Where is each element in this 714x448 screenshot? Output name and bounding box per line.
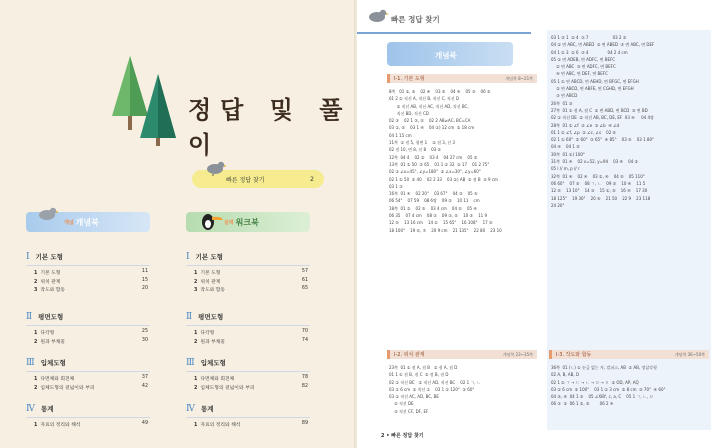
item-title: 다면체와 회전체 — [40, 377, 75, 382]
item-page: 89 — [301, 421, 308, 426]
answer-line: 13쪽 01 ① 50 ② 65 01 1 ① 32 ② 17 01 2 75° — [389, 161, 490, 167]
book1-tag: 개념 — [64, 219, 74, 226]
answer-line: 32쪽 01 ④ 02 ④ 03 ①, ④ 04 ⑤ 05 110° — [551, 173, 645, 179]
item-page: 82 — [301, 383, 308, 389]
toc-section — [186, 252, 223, 262]
section-number: Ⅳ — [26, 404, 35, 414]
section-title: 통계 — [41, 405, 54, 413]
answer-line: ② 면 ABC ③ 면 ADFC, 면 BEFC — [551, 64, 616, 70]
bird-icon — [204, 160, 226, 176]
item-number: 2 — [34, 279, 38, 285]
answer-line: 02 ① 직선 DE ② 직선 AB, BC, DE, EF 03 ④ 04 4쌍 — [551, 115, 654, 121]
toc-section — [26, 404, 54, 414]
item-page: 20 — [141, 286, 148, 291]
answer-line: 02 ① 직선 BC ② 직선 AD, 직선 BC 02 1 ㄱ, ㄴ — [389, 379, 481, 385]
item-title: 다각형 — [40, 331, 55, 336]
answer-line: 05 ① 면 ADEB, 면 ADFC, 면 BEFC — [551, 56, 616, 62]
item-title: 위치 관계 — [200, 279, 221, 285]
answer-line: 28쪽 01 ① ∠f ② ∠e ③ ∠b ④ ∠d — [551, 122, 620, 128]
section-rule — [26, 265, 150, 266]
answer-line: 18쪽 01 ② 02 ⑤ 03 4 cm 04 ⑤ 05 ④ — [389, 205, 477, 211]
toc-section — [186, 312, 223, 322]
toc-section — [186, 404, 214, 414]
section-title: 입체도형 — [40, 359, 66, 367]
item-number: 3 — [194, 288, 198, 293]
item-page: 70 — [301, 329, 308, 334]
book-header — [387, 42, 513, 66]
toc-item[interactable] — [34, 329, 148, 336]
answer-line: ③ 면 ABCD — [551, 93, 578, 99]
section-title: 평면도형 — [198, 313, 224, 321]
toc-item[interactable] — [194, 375, 308, 382]
section-title: 기본 도형 — [35, 253, 63, 261]
answer-line: 12 ⑤ 13 10° 14 ③ 15 ①, ⑤ 16 ④ 17 30 — [551, 188, 648, 194]
section-number: Ⅲ — [26, 358, 35, 368]
section-rule — [26, 325, 150, 326]
section-title: 입체도형 — [200, 359, 226, 367]
toucan-icon — [198, 208, 224, 232]
book-label: 개념북 — [435, 51, 457, 60]
quick-answer-title: 빠른 정답 찾기 — [391, 15, 440, 24]
answer-line: 01 1 ① 점 B, 점 C ② 점 B, 점 D — [389, 372, 449, 378]
answer-line: 27쪽 01 ① 점 A, 점 C ② 면 ABD, 면 BCD ③ 면 BD — [551, 107, 648, 113]
toc-item[interactable] — [34, 286, 148, 293]
section-title: 통계 — [201, 405, 214, 413]
item-number: 1 — [34, 331, 38, 336]
book2-name: 워크북 — [235, 217, 259, 227]
quick-page: 2 — [310, 175, 314, 183]
item-number: 1 — [34, 377, 38, 382]
answer-line: 02 A, B, AB, D — [551, 372, 580, 378]
item-number: 1 — [34, 271, 38, 276]
answer-line: 05 l // m, p // r — [551, 166, 580, 172]
section-header — [549, 350, 709, 359]
item-page: 61 — [301, 277, 308, 283]
section-title: Ⅰ-3. 작도와 합동 — [556, 352, 592, 358]
toc-item[interactable] — [194, 278, 308, 285]
toc-item[interactable] — [194, 338, 308, 345]
answer-line: 01 1 ① ∠f, ∠p ② ∠c, ∠s 02 ⑤ — [551, 129, 617, 135]
answer-line: 03 1 ③ 1 ② 4 ③ 7 03 2 ③ — [551, 35, 627, 40]
item-title: 입체도형의 겉넓이와 부피 — [40, 385, 95, 391]
item-title: 원과 부채꼴 — [40, 339, 66, 345]
section-title: Ⅰ-2. 위치 관계 — [394, 352, 425, 358]
answer-line: 직선 BD, 직선 CD — [389, 110, 429, 116]
answer-line: 02 1 ① ㄱ → ㄷ → ㄴ → ㅁ → ㄹ ② OD, AP, AQ — [551, 379, 639, 385]
answer-line: 05 1 ① 면 ABCD, 면 AEHD, 면 BFGC, 면 EFGH — [551, 78, 639, 84]
item-page: 78 — [301, 375, 308, 380]
answer-line: 11쪽 ① 점 5, 평면 1 ② 점 3, 선 3 — [389, 140, 455, 146]
section-rule — [186, 265, 310, 266]
item-number: 1 — [194, 377, 198, 382]
item-page: 74 — [301, 337, 308, 343]
item-number: 1 — [194, 271, 198, 276]
item-page: 11 — [141, 269, 148, 274]
answer-line: 12쪽 04 4 02 ② 03 4 04 27 cm 05 ⑤ — [389, 154, 478, 160]
item-title: 위치 관계 — [40, 279, 61, 285]
item-page: 57 — [301, 269, 308, 274]
section-rule — [26, 371, 150, 372]
item-title: 자료의 정리와 해석 — [40, 423, 81, 428]
item-number: 1 — [34, 423, 38, 428]
section-number: Ⅱ — [186, 312, 193, 322]
item-title: 입체도형의 겉넓이와 부피 — [200, 385, 255, 391]
answer-line: 30쪽 01 ①) 100° — [551, 151, 585, 157]
book1-name: 개념북 — [75, 217, 99, 227]
section-title: Ⅰ-1. 기본 도형 — [394, 76, 425, 82]
tree-illustration-icon — [110, 56, 184, 146]
answer-line: 18 125° 19 30° 20 ⑤ 21 50 22 9 23 118 — [551, 195, 651, 201]
toc-item[interactable] — [34, 278, 148, 285]
answer-line: 24 20° — [551, 202, 565, 208]
toc-item[interactable] — [194, 269, 308, 276]
answer-column — [551, 364, 666, 408]
quick-label: 빠른 정답 찾기 — [226, 176, 265, 184]
bird-icon — [365, 8, 389, 24]
item-title: 원과 부채꼴 — [200, 339, 226, 345]
book2-tag: 실력 — [224, 219, 234, 226]
toc-item[interactable] — [34, 338, 148, 345]
answer-line: 02 ③ 02 1 ③, ⑤ 02 2 AB≠AC, BC=CA — [389, 118, 471, 124]
item-page: 25 — [141, 329, 148, 334]
bird-icon — [36, 206, 58, 222]
answer-page — [357, 0, 714, 448]
answer-line: 16쪽 01 ④ 02 20° 03 67° 04 ③ 05 ⑤ — [389, 191, 478, 197]
answer-line: 12 ⑤ 13 16 cm 14 ① 15 65° 16 108° 17 ⑤ — [389, 220, 493, 226]
toc-item[interactable] — [194, 286, 308, 293]
answer-line: 03 ①, ⑤ 03 1 ④ 04 ①) 12 cm ② 18 cm — [389, 125, 475, 131]
answer-line: 26쪽 01 ③ — [551, 100, 573, 106]
answer-line: 04 ① 면 ABC, 면 ABED ② 면 ABED ③ 면 ABC, 면 DEF — [551, 42, 655, 48]
toc-item[interactable] — [194, 329, 308, 336]
section-number: Ⅰ — [186, 252, 190, 262]
toc-item[interactable] — [34, 375, 148, 382]
toc-item[interactable] — [34, 421, 148, 428]
item-number: 2 — [194, 279, 198, 285]
answer-line: 03 ① 6 cm ② 100° 03 1 ① 3 cm ② 8 cm ③ 70° ④ 60° — [551, 386, 666, 392]
section-number: Ⅱ — [26, 312, 33, 322]
title-rule — [357, 32, 531, 34]
answer-line: 03 ① 6 cm ② 직선 ① 03 1 ① 120° ② 60° — [389, 386, 475, 392]
toc-section — [26, 358, 66, 368]
answer-line: 06 35 07 4 cm 08 ③ 09 ③, ⑤ 10 ③ 11 9 — [389, 213, 488, 219]
answer-line: ② 직선 AB, 직선 AC, 직선 AD, 직선 BC, — [389, 103, 469, 109]
section-number: Ⅳ — [186, 404, 195, 414]
item-page: 42 — [141, 383, 148, 389]
item-page: 37 — [141, 375, 148, 380]
answer-column — [389, 88, 502, 234]
section-rule — [186, 417, 310, 418]
answer-line: 04 1 15 cm — [389, 132, 412, 138]
answer-line: 02 1 ① 50 ② 40 02 2 33 03 ①) AB ② 점 B ③ 9 cm — [389, 176, 498, 182]
toc-item[interactable] — [34, 384, 148, 391]
answer-line: ④ 면 ABC, 면 DEF, 면 BEFC — [551, 71, 608, 77]
answer-line: 04 ③, ④ 04 1 ③ 05 ∠XBY, c, a, C 05 1 ㄱ, ㄴ, ㅁ — [551, 394, 654, 400]
answer-line: 36쪽 01 (ㄴ) ① 눈금 없는 자, 컴퍼스, AB ② AB, 정삼각형 — [551, 365, 657, 370]
answer-line: 18 100° 19 ⑤, ⑦ 20 9 cm 21 135° 22 80 23 10 — [389, 227, 502, 233]
item-title: 자료의 정리와 해석 — [200, 423, 241, 428]
answer-line: 02 1 ① 60° ② 60° ③ 65° ④ 85° 03 ⑤ 03 1 80° — [551, 137, 654, 143]
item-number: 2 — [194, 339, 198, 345]
section-header — [387, 350, 537, 359]
answer-line: 06 54° 07 59 08 6쌍 09 ③ 10 11 cm — [389, 198, 480, 204]
toc-item[interactable] — [194, 384, 308, 391]
answer-column — [551, 34, 654, 209]
answer-line: 03 1 ③ — [389, 183, 403, 189]
section-number: Ⅲ — [186, 358, 195, 368]
item-number: 1 — [194, 331, 198, 336]
answer-line: 31쪽 01 ④ 02 x=52, y=94 03 ④ 04 ② — [551, 159, 639, 165]
toc-item[interactable] — [34, 269, 148, 276]
toc-section — [186, 358, 226, 368]
section-range: 개념북 8~21쪽 — [505, 75, 533, 81]
answer-line: ③ 직선 CF, DF, EF — [389, 408, 429, 414]
section-header — [387, 74, 537, 83]
page-title: 정답 및 풀이 — [188, 95, 352, 159]
item-title: 다면체와 회전체 — [200, 377, 235, 382]
item-number: 2 — [194, 385, 198, 391]
item-number: 3 — [34, 288, 38, 293]
answer-line: 04 ④ 04 1 ⑤ — [551, 144, 580, 150]
answer-line: ② 직선 DE — [389, 401, 414, 407]
item-title: 작도와 합동 — [200, 288, 226, 293]
section-range: 개념북 23~35쪽 — [502, 351, 533, 357]
answer-line: 02 점 10, 면 8, 선 8 03 ⑤ — [389, 147, 442, 153]
section-title: 기본 도형 — [195, 253, 223, 261]
section-number: Ⅰ — [26, 252, 30, 262]
answer-column — [389, 364, 481, 415]
answer-line: 02 ① ∠x=45°, ∠y=180° ② ∠x=30°, ∠y=60° — [389, 169, 481, 175]
item-page: 30 — [141, 337, 148, 343]
item-title: 기본 도형 — [40, 271, 61, 276]
item-number: 2 — [34, 339, 38, 345]
toc-section — [26, 312, 63, 322]
section-rule — [26, 417, 150, 418]
answer-line: ② 면 ABCD, 면 ABFE, 면 CGHD, 면 EFGH — [551, 86, 634, 92]
item-number: 1 — [194, 423, 198, 428]
section-rule — [186, 325, 310, 326]
item-number: 2 — [34, 385, 38, 391]
section-title: 평면도형 — [38, 313, 64, 321]
item-page: 49 — [141, 421, 148, 426]
page-footer: 2 • 빠른 정답 찾기 — [381, 433, 424, 439]
item-page: 15 — [141, 277, 148, 283]
item-title: 기본 도형 — [200, 271, 221, 276]
item-title: 다각형 — [200, 331, 215, 336]
answer-line: 23쪽 01 ① 점 A, 점 B ② 점 A, 점 D — [389, 365, 458, 370]
answer-line: 06 60° 07 ⑤ 08 ㄱ, ㄴ 09 ③ 10 ④ 11 5 — [551, 180, 646, 186]
answer-line: 8쪽 01 ①, ⑤ 02 ④ 03 ⑤ 04 ④ 05 ③ 06 ⑤ — [389, 89, 491, 94]
section-rule — [186, 371, 310, 372]
item-title: 작도와 합동 — [40, 288, 66, 293]
answer-line: 06 ③ ② 06 1 ①, ⑤ 06 2 ④ — [551, 401, 614, 407]
answer-line: 01 2 ① 직선 A, 직선 B, 직선 C, 직선 D — [389, 96, 460, 102]
answer-line: 04 1 ① 3 ② 6 ③ 4 04 2 4 cm — [551, 49, 628, 55]
toc-item[interactable] — [194, 421, 308, 428]
toc-section — [26, 252, 63, 262]
answer-line: 03 ① 직선 AC, AD, BC, BE — [389, 394, 439, 400]
item-page: 65 — [301, 286, 308, 291]
section-range: 개념북 36~50쪽 — [674, 351, 705, 357]
